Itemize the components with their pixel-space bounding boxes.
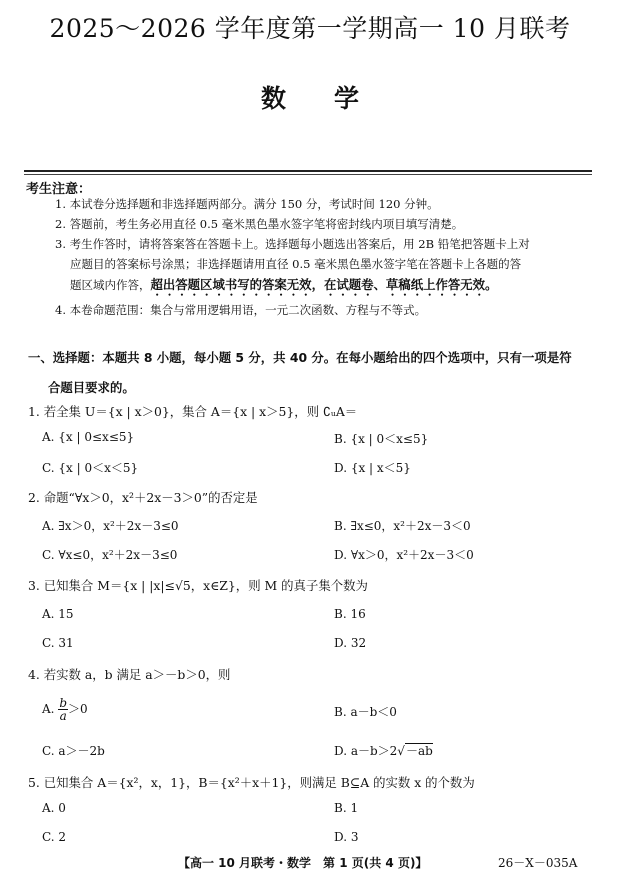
- footer-code: 26－X－035A: [498, 856, 578, 870]
- question-5-option-d: D. 3: [334, 830, 359, 844]
- sqrt-icon: √: [397, 744, 405, 758]
- section-heading-line2: 合题目要求的。: [48, 380, 135, 395]
- question-3-stem: 3. 已知集合 M＝{x | |x|≤√5，x∈Z}，则 M 的真子集个数为: [28, 578, 368, 593]
- notice-item-3-end: [55, 277, 613, 299]
- notice-item-3-tail: 题区域内作答，: [70, 278, 151, 292]
- question-5-option-a: A. 0: [42, 801, 66, 815]
- question-4-stem: 4. 若实数 a，b 满足 a＞－b＞0，则: [28, 667, 231, 682]
- notice-item-2: 2. 答题前，考生务必用直径 0.5 毫米黑色墨水签字笔将密封线内项目填写清楚。: [55, 217, 464, 231]
- notice-item-3-cont: 应题目的答案标号涂黑；非选择题请用直径 0.5 毫米黑色墨水签字笔在答题卡上各题的答: [70, 257, 522, 271]
- sqrt-radicand: －ab: [405, 744, 433, 758]
- question-4-option-a-label: A.: [42, 702, 55, 716]
- notice-item-3: 3. 考生作答时，请将答案答在答题卡上。选择题每小题选出答案后，用 2B 铅笔把答题卡上对: [55, 237, 530, 251]
- question-3-option-d: D. 32: [334, 636, 367, 650]
- question-4-option-a-tail: ＞0: [68, 702, 88, 716]
- notice-item-4: 4. 本卷命题范围：集合与常用逻辑用语，一元二次函数、方程与不等式。: [55, 303, 427, 317]
- question-1-option-a: A. {x | 0≤x≤5}: [42, 430, 135, 444]
- question-5-option-b: B. 1: [334, 801, 359, 815]
- section-heading-line1: 一、选择题：本题共 8 小题，每小题 5 分，共 40 分。在每小题给出的四个选项中，只有一项是符: [28, 350, 572, 365]
- question-3-option-b: B. 16: [334, 607, 366, 621]
- exam-title: 2025～2026 学年度第一学期高一 10 月联考: [49, 14, 571, 43]
- fraction: [58, 697, 68, 722]
- subject-title: 数学: [260, 84, 407, 113]
- question-2-option-a: A. ∃x＞0，x²＋2x－3≤0: [42, 519, 179, 533]
- fraction-numerator: b: [59, 696, 67, 710]
- question-3-option-c: C. 31: [42, 636, 74, 650]
- question-4-option-d: [334, 742, 433, 759]
- question-1-option-c: C. {x | 0＜x＜5}: [42, 461, 139, 475]
- question-2-stem: 2. 命题“∀x＞0，x²＋2x－3＞0”的否定是: [28, 490, 258, 505]
- question-4-option-a: [42, 697, 88, 722]
- footer-page-info: 【高一 10 月联考・数学 第 1 页(共 4 页)】: [178, 856, 428, 870]
- question-1-stem: 1. 若全集 U＝{x | x＞0}，集合 A＝{x | x＞5}，则 ∁ᵤA＝: [28, 404, 358, 419]
- notice-item-1: 1. 本试卷分选择题和非选择题两部分。满分 150 分，考试时间 120 分钟。: [55, 197, 439, 211]
- fraction-denominator: a: [59, 709, 67, 723]
- question-4-option-d-label: D. a－b＞2: [334, 744, 398, 758]
- question-2-option-b: B. ∃x≤0，x²＋2x－3＜0: [334, 519, 471, 533]
- question-1-option-b: B. {x | 0＜x≤5}: [334, 432, 429, 446]
- question-5-option-c: C. 2: [42, 830, 67, 844]
- header-divider-thin: [24, 174, 592, 175]
- notice-emphasis: 超出答题区域书写的答案无效，在试题卷、草稿纸上作答无效。: [150, 277, 498, 292]
- question-1-option-d: D. {x | x＜5}: [334, 461, 411, 475]
- notice-heading: 考生注意：: [26, 182, 92, 197]
- question-5-stem: 5. 已知集合 A＝{x²，x，1}，B＝{x²＋x＋1}，则满足 B⊆A 的实数 x 的个数为: [28, 775, 475, 790]
- section-heading: [28, 343, 598, 403]
- header-divider: [24, 170, 592, 172]
- question-4-option-b: B. a－b＜0: [334, 705, 397, 719]
- page-footer: [0, 854, 620, 870]
- question-2-option-c: C. ∀x≤0，x²＋2x－3≤0: [42, 548, 178, 562]
- question-4-option-c: C. a＞－2b: [42, 744, 105, 758]
- question-2-option-d: D. ∀x＞0，x²＋2x－3＜0: [334, 548, 474, 562]
- question-3-option-a: A. 15: [42, 607, 74, 621]
